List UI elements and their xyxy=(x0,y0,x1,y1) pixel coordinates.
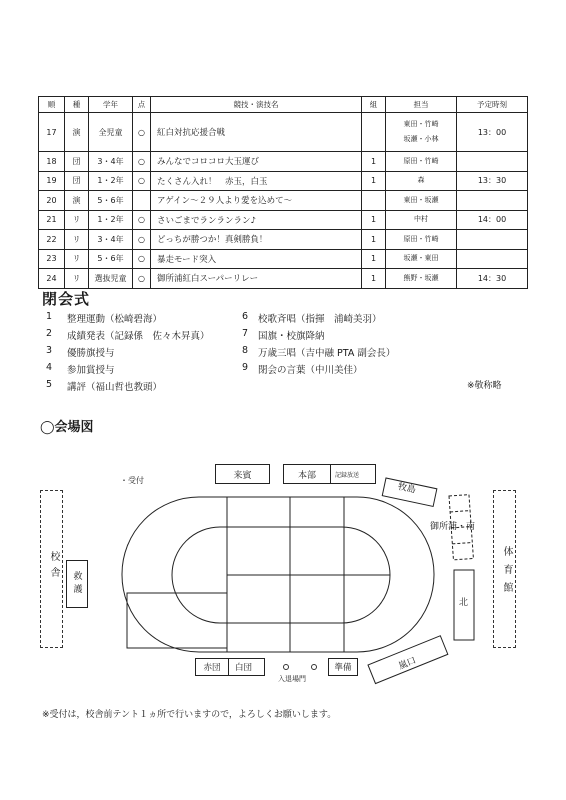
row-grade: 1・2年 xyxy=(89,171,133,191)
closing-item-number: 6 xyxy=(241,311,248,322)
row-event: アゲイン〜２９人より愛を込めて〜 xyxy=(151,191,362,211)
row-mark: ○ xyxy=(133,249,151,269)
row-type: 団 xyxy=(65,171,89,191)
closing-item-text: 閉会の言葉（中川美佳） xyxy=(258,365,363,376)
closing-item-text: 校歌斉唱（指揮 浦崎美羽） xyxy=(258,314,382,325)
row-type: 演 xyxy=(65,191,89,211)
row-order: 18 xyxy=(39,152,65,172)
guest-tent: 来賓 xyxy=(215,464,270,484)
white-team-label: 白団 xyxy=(228,659,258,675)
row-order: 21 xyxy=(39,210,65,230)
staff-name: 東田・坂瀬 xyxy=(403,195,439,204)
entrance-gate-label: 入退場門 xyxy=(278,675,306,683)
closing-item-text: 講評（福山哲也教頭） xyxy=(67,382,163,393)
row-order: 19 xyxy=(39,171,65,191)
header-order: 順 xyxy=(39,97,65,113)
team-tent xyxy=(195,658,265,676)
closing-item-number: 5 xyxy=(45,379,52,390)
row-event: さいごまでランランラン♪ xyxy=(151,210,362,230)
row-type: リ xyxy=(65,249,89,269)
row-event: 暴走モード突入 xyxy=(151,249,362,269)
row-event: どっちが勝つか！真剣勝負！ xyxy=(151,230,362,250)
closing-item-text: 優勝旗授与 xyxy=(67,348,115,359)
row-mark: ○ xyxy=(133,230,151,250)
row-group: 1 xyxy=(362,210,386,230)
gym-label: 体育館 xyxy=(501,546,512,600)
closing-item-number: 8 xyxy=(241,345,248,356)
reception-label: ・受付 xyxy=(120,476,144,485)
staff-name: 中村 xyxy=(414,215,428,224)
row-event: 御所浦紅白スーパーリレー xyxy=(151,269,362,289)
header-grade: 学年 xyxy=(89,97,133,113)
row-group: 1 xyxy=(362,230,386,250)
row-grade: 3・4年 xyxy=(89,230,133,250)
hq-label: 本部 xyxy=(297,470,316,481)
row-type: 団 xyxy=(65,152,89,172)
arashiguchi-label: 嵐口 xyxy=(397,655,418,672)
staff-name: 東田・竹崎 xyxy=(403,120,439,128)
row-event: たくさん入れ！ 赤玉，白玉 xyxy=(151,171,362,191)
closing-item-text: 国旗・校旗降納 xyxy=(258,331,325,342)
closing-item-text: 整理運動（松崎碧海） xyxy=(67,314,163,325)
row-type: リ xyxy=(65,269,89,289)
row-group: 1 xyxy=(362,249,386,269)
row-time: 13：00 xyxy=(457,113,528,152)
recording-label: 記録放送 xyxy=(330,465,363,483)
header-event: 競技・演技名 xyxy=(151,97,362,113)
reception-footnote: ※受付は，校舎前テント１ヵ所で行いますので，よろしくお願いします。 xyxy=(42,710,337,720)
closing-item-text: 万歳三唱（吉中融 PTA 副会長） xyxy=(258,348,396,359)
row-type: リ xyxy=(65,230,89,250)
row-order: 17 xyxy=(39,113,65,152)
row-time: 14：00 xyxy=(457,210,528,230)
closing-heading: 閉会式 xyxy=(42,290,91,308)
row-mark: ○ xyxy=(133,210,151,230)
prep-tent: 準備 xyxy=(328,658,358,676)
school-label: 校舎 xyxy=(48,551,59,583)
row-time: 14：30 xyxy=(457,269,528,289)
closing-item-number: 3 xyxy=(45,345,52,356)
row-grade: 5・6年 xyxy=(89,191,133,211)
row-group: 1 xyxy=(362,171,386,191)
row-mark: ○ xyxy=(133,113,151,152)
header-mark: 点 xyxy=(133,97,151,113)
row-grade: 1・2年 xyxy=(89,210,133,230)
makishima-label: 牧島 xyxy=(396,482,417,496)
row-order: 20 xyxy=(39,191,65,211)
red-team-label: 赤団 xyxy=(203,663,221,673)
header-type: 種 xyxy=(65,97,89,113)
staff-name: 坂瀬・小林 xyxy=(403,135,439,143)
row-order: 24 xyxy=(39,269,65,289)
goshoura-minami-label: 御所浦・南 xyxy=(430,522,476,532)
first-aid-label: 救護 xyxy=(71,571,82,597)
honorifics-note: ※敬称略 xyxy=(467,381,502,391)
row-grade: 選抜児童 xyxy=(89,269,133,289)
closing-item-number: 9 xyxy=(241,362,248,373)
row-event: みんなでコロコロ大玉運び xyxy=(151,152,362,172)
row-grade: 5・6年 xyxy=(89,249,133,269)
row-group: 1 xyxy=(362,269,386,289)
closing-item-number: 7 xyxy=(241,328,248,339)
row-mark: ○ xyxy=(133,152,151,172)
staff-name: 熊野・坂瀬 xyxy=(403,273,439,282)
row-grade: 全児童 xyxy=(89,113,133,152)
row-mark: ○ xyxy=(133,171,151,191)
row-type: リ xyxy=(65,210,89,230)
venue-map-title: ◯会場図 xyxy=(40,420,94,435)
row-event: 紅白対抗応援合戦 xyxy=(151,113,362,152)
row-order: 22 xyxy=(39,230,65,250)
start-area xyxy=(127,593,227,648)
gate-post-left xyxy=(283,664,289,670)
closing-item-number: 1 xyxy=(45,311,52,322)
header-time: 予定時刻 xyxy=(457,97,528,113)
row-grade: 3・4年 xyxy=(89,152,133,172)
header-staff: 担当 xyxy=(386,97,457,113)
staff-name: 原田・竹崎 xyxy=(403,234,439,243)
staff-name: 原田・竹崎 xyxy=(403,156,439,165)
staff-name: 坂瀬・東田 xyxy=(403,254,439,263)
closing-item-text: 参加賞授与 xyxy=(67,365,115,376)
header-group: 組 xyxy=(362,97,386,113)
gate-post-right xyxy=(311,664,317,670)
staff-name: 森 xyxy=(417,176,425,185)
closing-item-number: 2 xyxy=(45,328,52,339)
kita-label: 北 xyxy=(459,598,469,608)
closing-item-text: 成績発表（記録係 佐々木昇真） xyxy=(67,331,210,342)
row-order: 23 xyxy=(39,249,65,269)
row-group: 1 xyxy=(362,152,386,172)
closing-item-number: 4 xyxy=(45,362,52,373)
row-time: 13：30 xyxy=(457,171,528,191)
row-type: 演 xyxy=(65,113,89,152)
row-mark: ○ xyxy=(133,269,151,289)
